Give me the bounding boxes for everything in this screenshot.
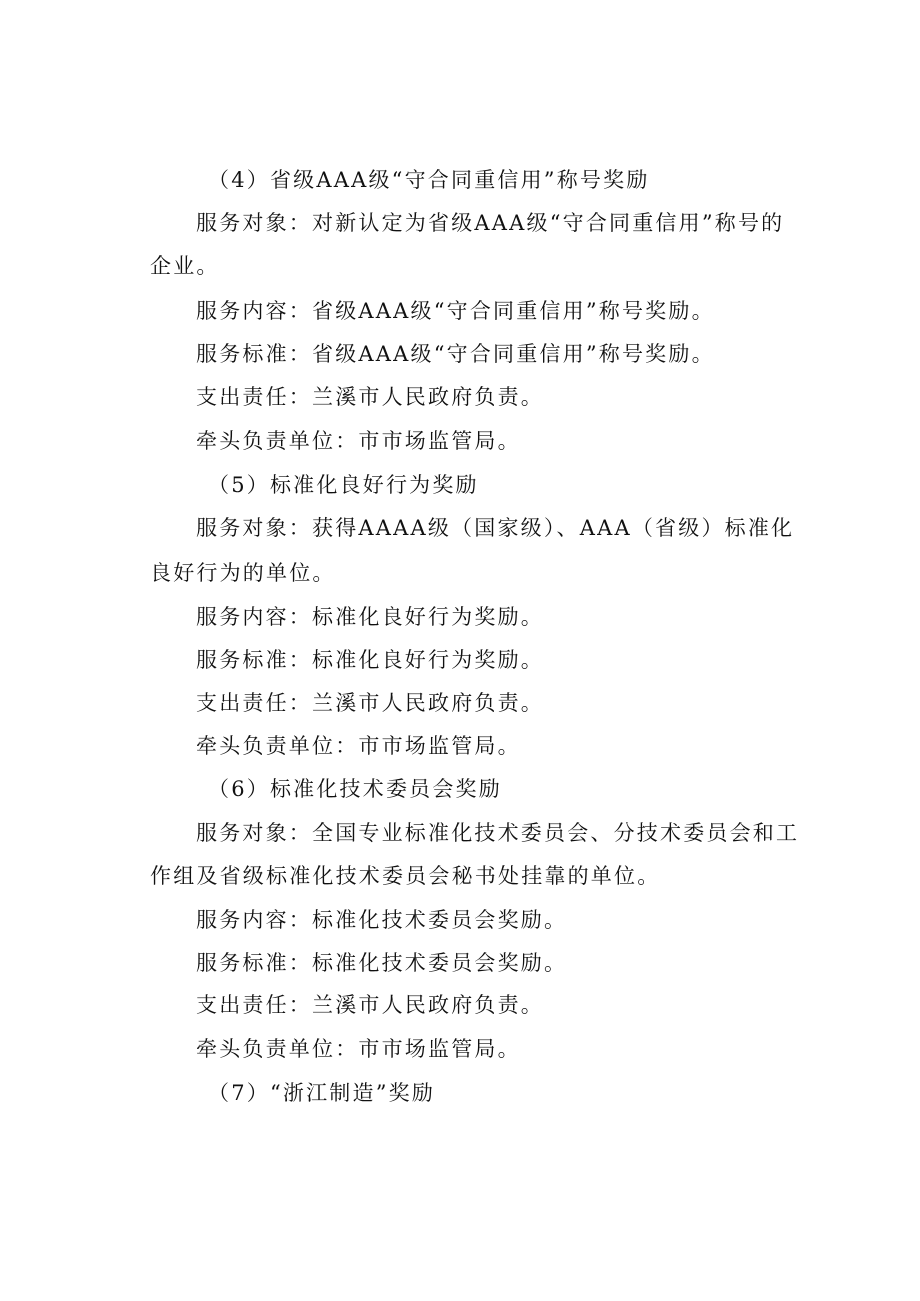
section-4-service-content: 服务内容：省级AAA级“守合同重信用”称号奖励。	[196, 299, 715, 323]
section-6-service-object-line2: 作组及省级标准化技术委员会秘书处挂靠的单位。	[150, 864, 661, 888]
section-6-lead-unit: 牵头负责单位：市市场监管局。	[196, 1037, 521, 1061]
section-6-expense-responsibility: 支出责任：兰溪市人民政府负责。	[196, 993, 544, 1017]
section-6-heading: （6）标准化技术委员会奖励	[208, 777, 502, 801]
section-4-service-standard: 服务标准：省级AAA级“守合同重信用”称号奖励。	[196, 342, 715, 366]
section-5-service-standard: 服务标准：标准化良好行为奖励。	[196, 648, 544, 672]
section-7-heading: （7）“浙江制造”奖励	[208, 1081, 436, 1105]
section-5-heading: （5）标准化良好行为奖励	[208, 473, 479, 497]
section-4-service-object-line1: 服务对象：对新认定为省级AAA级“守合同重信用”称号的	[196, 211, 785, 235]
section-4-lead-unit: 牵头负责单位：市市场监管局。	[196, 429, 521, 453]
section-5-lead-unit: 牵头负责单位：市市场监管局。	[196, 734, 521, 758]
section-5-service-object-line1: 服务对象：获得AAAA级（国家级）、AAA（省级）标准化	[196, 516, 795, 540]
section-6-service-object-line1: 服务对象：全国专业标准化技术委员会、分技术委员会和工	[196, 821, 800, 845]
section-4-expense-responsibility: 支出责任：兰溪市人民政府负责。	[196, 385, 544, 409]
section-5-service-object-line2: 良好行为的单位。	[150, 561, 336, 585]
section-5-service-content: 服务内容：标准化良好行为奖励。	[196, 605, 544, 629]
section-4-service-object-line2: 企业。	[150, 254, 220, 278]
section-6-service-standard: 服务标准：标准化技术委员会奖励。	[196, 951, 568, 975]
section-6-service-content: 服务内容：标准化技术委员会奖励。	[196, 908, 568, 932]
section-5-expense-responsibility: 支出责任：兰溪市人民政府负责。	[196, 691, 544, 715]
section-4-heading: （4）省级AAA级“守合同重信用”称号奖励	[208, 168, 650, 192]
